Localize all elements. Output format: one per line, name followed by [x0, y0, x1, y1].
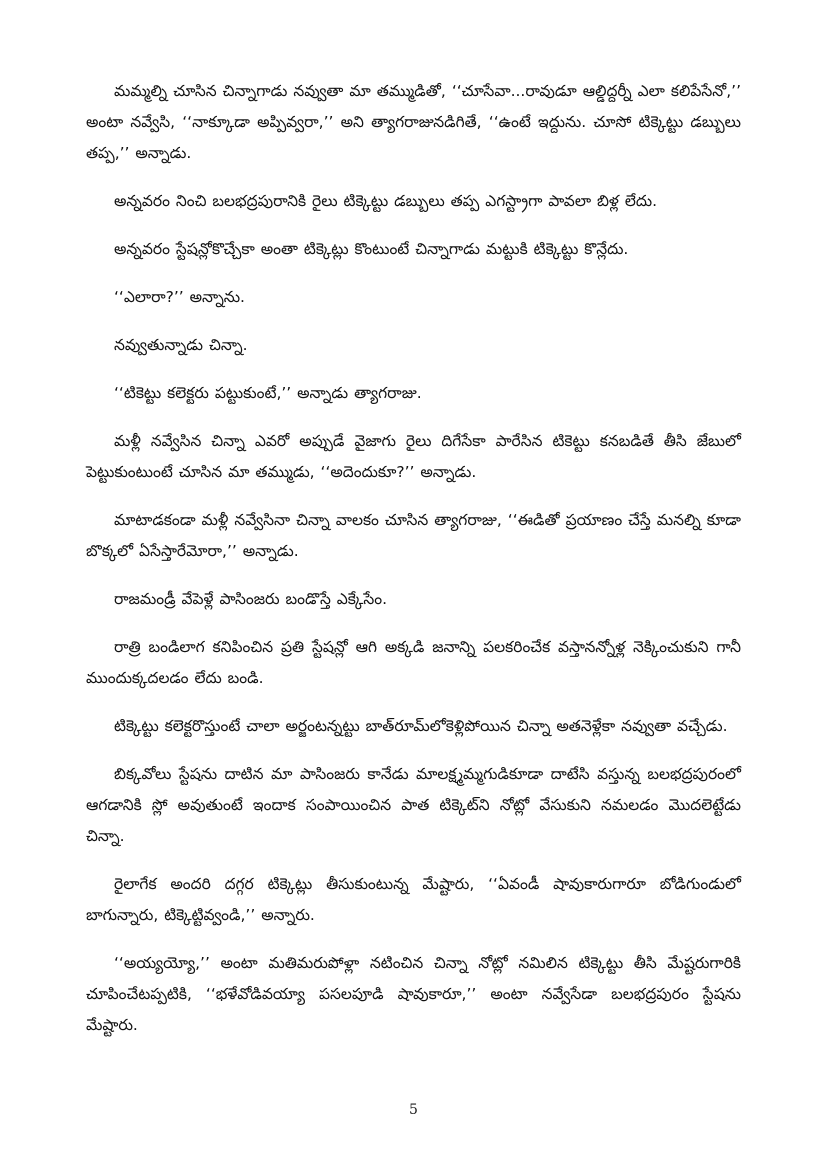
paragraph-2: అన్నవరం నించి బలభద్రపురానికి రైలు టిక్కెట్టు డబ్బులు తప్ప ఎగస్ట్రాగా పావలా బిళ్ల లేదు.: [114, 192, 658, 210]
paragraph-10: రాత్రి బండిలాగ కనిపించిన ప్రతి స్టేషన్లో ఆగి అక్కడి జనాన్ని పలకరించేక వస్తానన్నోళ్ల నెక్కించుకుని గానీ ముందుక్కదలడం లేదు బండి.: [86, 638, 741, 687]
paragraph-6: ‘‘టికెట్టు కలెక్టరు పట్టుకుంటే,’’ అన్నాడు త్యాగరాజు.: [114, 384, 422, 402]
paragraph-9: రాజమండ్రీ వేపెళ్లే పాసింజరు బండొస్తే ఎక్కేసేం.: [114, 590, 388, 608]
paragraph-12: బిక్కవోలు స్టేషను దాటిన మా పాసింజరు కానేడు మాలక్ష్మమ్మగుడికూడా దాటేసి వస్తున్న బలభద్రపురంలో ఆగడానికి స్లో అవుతుంటే ఇందాక సంపాయించిన పాత టిక్కెట్‌ని నోట్లో వేసుకుని నమలడం మొదలెట్టేడు చిన్నా.: [86, 765, 741, 845]
paragraph-4: ‘‘ఎలారా?’’ అన్నాను.: [114, 288, 245, 306]
paragraph-13: రైలాగేక అందరి దగ్గర టిక్కెట్లు తీసుకుంటున్న మేష్టారు, ‘‘ఏవండీ షావుకారుగారూ బోడిగుండులో బాగున్నారు, టిక్కెట్టివ్వండి,’’ అన్నారు.: [86, 875, 741, 924]
paragraph-3: అన్నవరం స్టేషన్లోకొచ్చేకా అంతా టిక్కెట్లు కొంటుంటే చిన్నాగాడు మట్టుకి టిక్కెట్టు కొన్లేదు.: [114, 240, 629, 258]
paragraph-1: మమ్మల్ని చూసిన చిన్నాగాడు నవ్వుతా మా తమ్ముడితో, ‘‘చూసేవా...రావుడూ ఆల్డిద్దర్నీ ఎలా కలిపేసేనో,’’ అంటా నవ్వేసి, ‘‘నాక్కూడా అప్పివ్వరా,’’ అని త్యాగరాజునడిగితే, ‘‘ఉంటే ఇద్దును. చూసో టిక్కెట్టు డబ్బులు తప్ప,’’ అన్నాడు.: [86, 82, 741, 162]
page-number: 5: [409, 1102, 418, 1118]
paragraph-7: మళ్లీ నవ్వేసిన చిన్నా ఎవరో అప్పుడే వైజాగు రైలు దిగేసేకా పారేసిన టికెట్టు కనబడితే తీసి జేబులో పెట్టుకుంటుంటే చూసిన మా తమ్ముడు, ‘‘అదెందుకూ?’’ అన్నాడు.: [86, 432, 741, 481]
paragraph-5: నవ్వుతున్నాడు చిన్నా.: [114, 336, 248, 354]
paragraph-8: మాటాడకండా మళ్లీ నవ్వేసినా చిన్నా వాలకం చూసిన త్యాగరాజు, ‘‘ఈడితో ప్రయాణం చేస్తే మనల్ని కూడా బొక్కలో ఏసేస్తారేమోరా,’’ అన్నాడు.: [86, 511, 741, 560]
paragraph-11: టిక్కెట్టు కలెక్టరొస్తుంటే చాలా అర్జంటన్నట్టు బాత్‌రూమ్‌లోకెళ్లిపోయిన చిన్నా అతనెళ్లేకా నవ్వుతా వచ్చేడు.: [114, 717, 728, 735]
paragraph-14: ‘‘అయ్యయ్యో,’’ అంటా మతిమరుపోళ్లా నటించిన చిన్నా నోట్లో నమిలిన టిక్కెట్టు తీసి మేష్టరుగారికి చూపించేటప్పటికి, ‘‘భళేవోడివయ్యా పసలపూడి షావుకారూ,’’ అంటా నవ్వేసేడా బలభద్రపురం స్టేషను మేష్టారు.: [86, 954, 741, 1034]
